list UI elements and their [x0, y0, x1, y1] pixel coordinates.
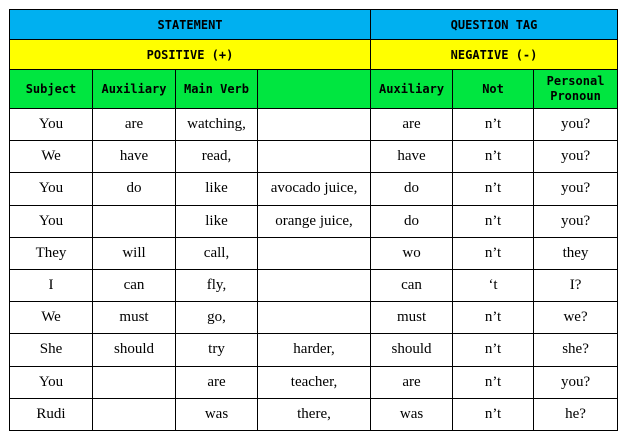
- object-cell: harder,: [258, 334, 371, 366]
- not-cell: n’t: [453, 141, 534, 173]
- pronoun-cell: she?: [534, 334, 618, 366]
- pronoun-cell: you?: [534, 173, 618, 205]
- header-row-1: [10, 10, 618, 40]
- not-cell: n’t: [453, 173, 534, 205]
- subject-cell: You: [10, 173, 93, 205]
- table-row: [10, 269, 618, 301]
- question-tag-table: [9, 9, 618, 431]
- header-row-2: [10, 40, 618, 70]
- table-row: [10, 205, 618, 237]
- pronoun-cell: I?: [534, 269, 618, 301]
- auxiliary-cell: [93, 205, 176, 237]
- pronoun-cell: you?: [534, 109, 618, 141]
- auxiliary-cell: should: [93, 334, 176, 366]
- not-cell: n’t: [453, 302, 534, 334]
- main-verb-cell: read,: [176, 141, 258, 173]
- object-cell: [258, 141, 371, 173]
- object-cell: teacher,: [258, 366, 371, 398]
- subject-cell: They: [10, 237, 93, 269]
- pronoun-cell: we?: [534, 302, 618, 334]
- col-tag-auxiliary: Auxiliary: [371, 70, 453, 109]
- positive-header: POSITIVE (+): [10, 40, 371, 70]
- col-main-verb: Main Verb: [176, 70, 258, 109]
- subject-cell: Rudi: [10, 398, 93, 430]
- negative-header: NEGATIVE (-): [371, 40, 618, 70]
- column-header-row: [10, 70, 618, 109]
- tag-auxiliary-cell: was: [371, 398, 453, 430]
- col-personal-pronoun: Personal Pronoun: [534, 70, 618, 109]
- subject-cell: We: [10, 302, 93, 334]
- not-cell: n’t: [453, 398, 534, 430]
- table-row: [10, 109, 618, 141]
- pronoun-cell: you?: [534, 366, 618, 398]
- col-auxiliary: Auxiliary: [93, 70, 176, 109]
- table-row: [10, 141, 618, 173]
- table-row: [10, 173, 618, 205]
- main-verb-cell: like: [176, 205, 258, 237]
- subject-cell: We: [10, 141, 93, 173]
- tag-auxiliary-cell: do: [371, 205, 453, 237]
- main-verb-cell: call,: [176, 237, 258, 269]
- main-verb-cell: try: [176, 334, 258, 366]
- subject-cell: You: [10, 109, 93, 141]
- table-row: [10, 398, 618, 430]
- tag-auxiliary-cell: must: [371, 302, 453, 334]
- pronoun-cell: they: [534, 237, 618, 269]
- tag-auxiliary-cell: are: [371, 109, 453, 141]
- auxiliary-cell: can: [93, 269, 176, 301]
- object-cell: [258, 302, 371, 334]
- subject-cell: You: [10, 205, 93, 237]
- tag-auxiliary-cell: should: [371, 334, 453, 366]
- auxiliary-cell: will: [93, 237, 176, 269]
- table-row: [10, 334, 618, 366]
- auxiliary-cell: [93, 366, 176, 398]
- subject-cell: I: [10, 269, 93, 301]
- object-cell: there,: [258, 398, 371, 430]
- main-verb-cell: go,: [176, 302, 258, 334]
- pronoun-cell: you?: [534, 205, 618, 237]
- not-cell: n’t: [453, 334, 534, 366]
- auxiliary-cell: do: [93, 173, 176, 205]
- col-not: Not: [453, 70, 534, 109]
- object-cell: [258, 269, 371, 301]
- main-verb-cell: was: [176, 398, 258, 430]
- auxiliary-cell: [93, 398, 176, 430]
- tag-auxiliary-cell: can: [371, 269, 453, 301]
- object-cell: orange juice,: [258, 205, 371, 237]
- main-verb-cell: like: [176, 173, 258, 205]
- pronoun-cell: you?: [534, 141, 618, 173]
- not-cell: ‘t: [453, 269, 534, 301]
- auxiliary-cell: have: [93, 141, 176, 173]
- auxiliary-cell: must: [93, 302, 176, 334]
- question-tag-header: QUESTION TAG: [371, 10, 618, 40]
- col-subject: Subject: [10, 70, 93, 109]
- tag-auxiliary-cell: do: [371, 173, 453, 205]
- table-row: [10, 302, 618, 334]
- not-cell: n’t: [453, 237, 534, 269]
- object-cell: [258, 109, 371, 141]
- subject-cell: You: [10, 366, 93, 398]
- col-object: [258, 70, 371, 109]
- object-cell: [258, 237, 371, 269]
- not-cell: n’t: [453, 109, 534, 141]
- subject-cell: She: [10, 334, 93, 366]
- tag-auxiliary-cell: are: [371, 366, 453, 398]
- main-verb-cell: fly,: [176, 269, 258, 301]
- not-cell: n’t: [453, 366, 534, 398]
- not-cell: n’t: [453, 205, 534, 237]
- tag-auxiliary-cell: have: [371, 141, 453, 173]
- tag-auxiliary-cell: wo: [371, 237, 453, 269]
- main-verb-cell: watching,: [176, 109, 258, 141]
- table-row: [10, 237, 618, 269]
- auxiliary-cell: are: [93, 109, 176, 141]
- main-verb-cell: are: [176, 366, 258, 398]
- pronoun-cell: he?: [534, 398, 618, 430]
- object-cell: avocado juice,: [258, 173, 371, 205]
- table-row: [10, 366, 618, 398]
- statement-header: STATEMENT: [10, 10, 371, 40]
